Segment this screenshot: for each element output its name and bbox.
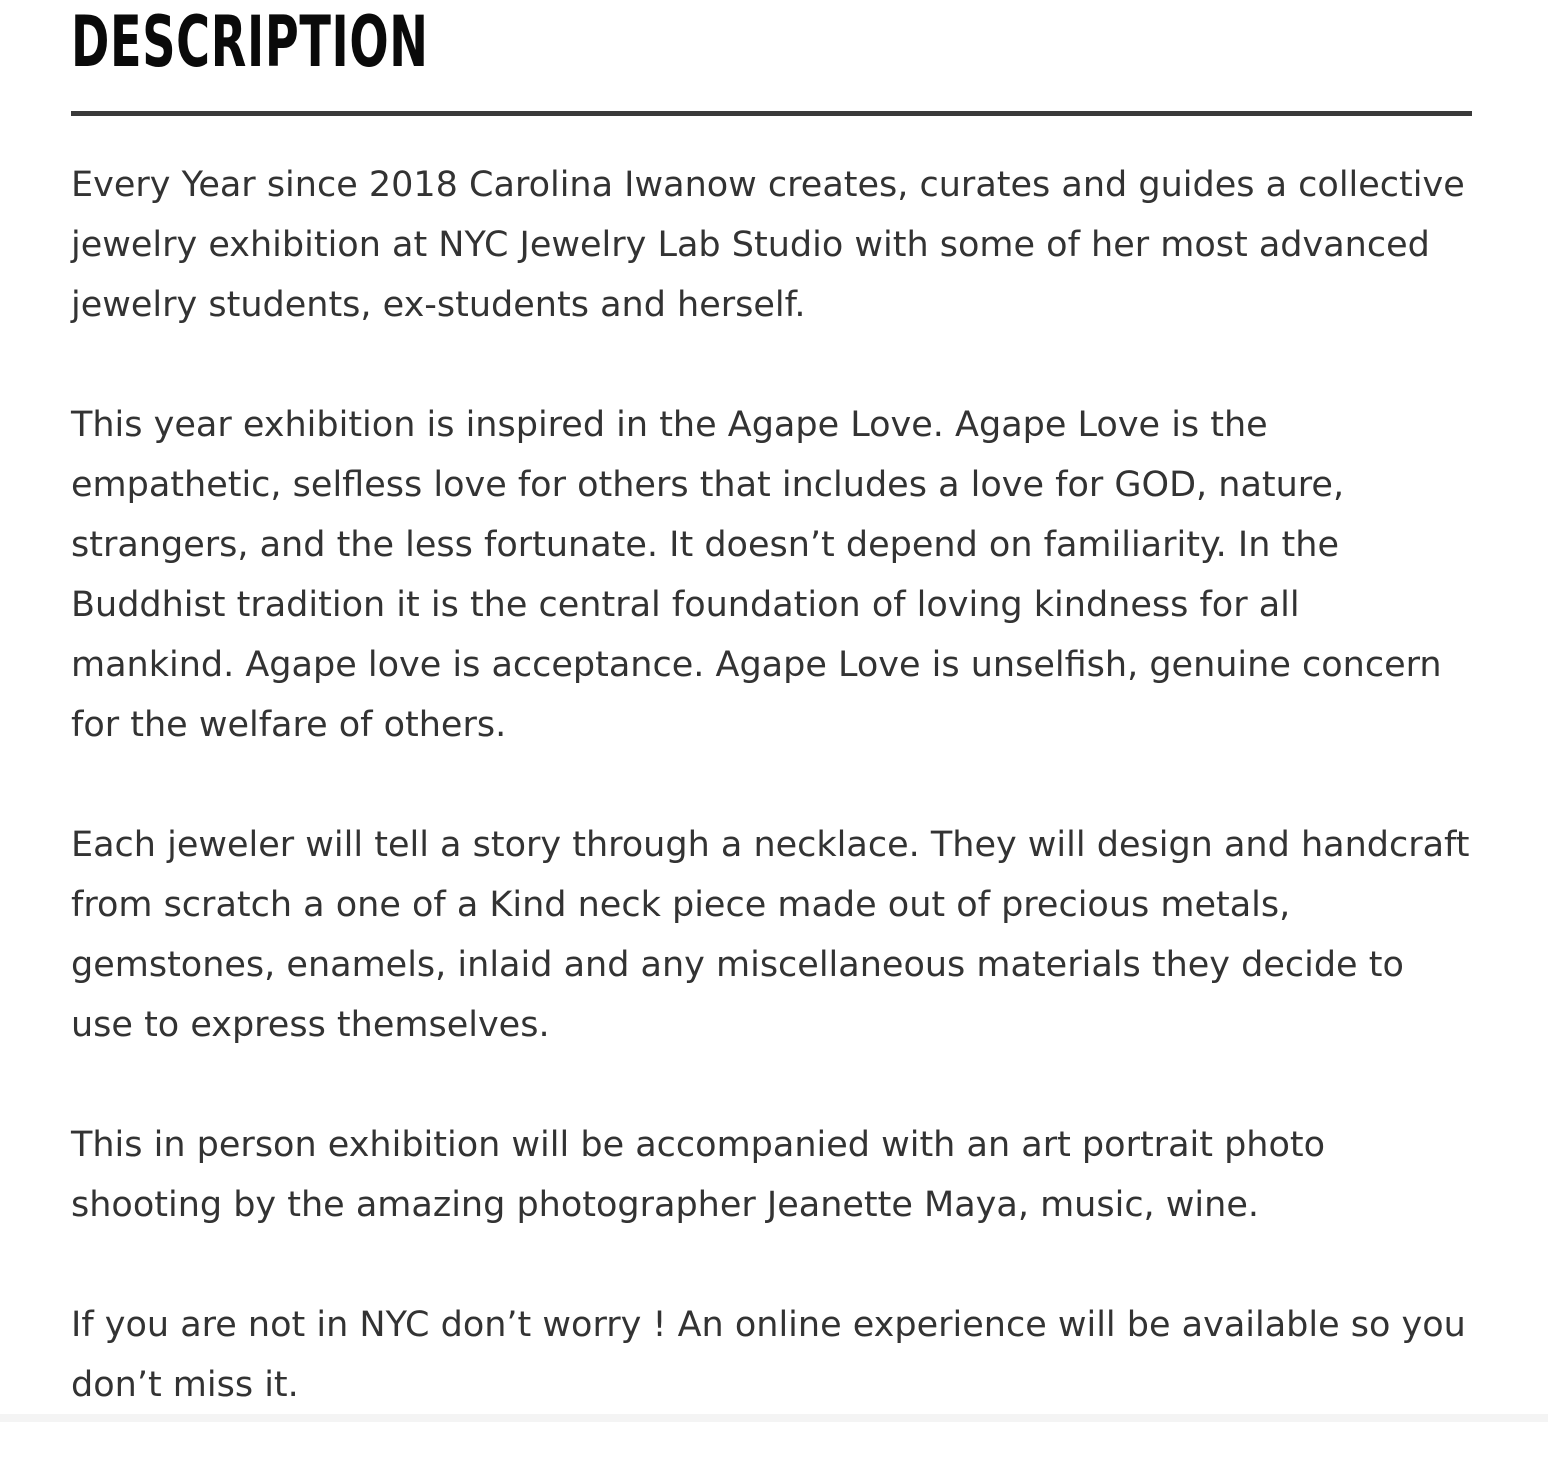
description-paragraph: Each jeweler will tell a story through a necklace. They will design and handcraft from scratch a one of a Kind neck piece made out of precious metals, gemstones, enamels, inlaid and any miscellaneous materials they decide to use to express themselves. bbox=[71, 825, 1470, 1045]
section-divider bbox=[71, 111, 1472, 116]
description-body bbox=[71, 155, 1472, 1475]
section-title: DESCRIPTION bbox=[71, 1, 429, 83]
description-section bbox=[71, 0, 1472, 1405]
page-bottom-edge bbox=[0, 1414, 1548, 1422]
description-paragraph: If you are not in NYC don’t worry ! An online experience will be available so you don’t miss it. bbox=[71, 1305, 1466, 1405]
description-paragraph: This in person exhibition will be accompanied with an art portrait photo shooting by the amazing photographer Jeanette Maya, music, wine. bbox=[71, 1125, 1326, 1225]
description-paragraph: Every Year since 2018 Carolina Iwanow creates, curates and guides a collective jewelry exhibition at NYC Jewelry Lab Studio with some of her most advanced jewelry students, ex-students and herself. bbox=[71, 165, 1465, 325]
description-paragraph: This year exhibition is inspired in the Agape Love. Agape Love is the empathetic, selfless love for others that includes a love for GOD, nature, strangers, and the less fortunate. It doesn’t depend on familiarity. In the Buddhist tradition it is the central foundation of loving kindness for all mankind. Agape love is acceptance. Agape Love is unselfish, genuine concern for the welfare of others. bbox=[71, 405, 1442, 745]
